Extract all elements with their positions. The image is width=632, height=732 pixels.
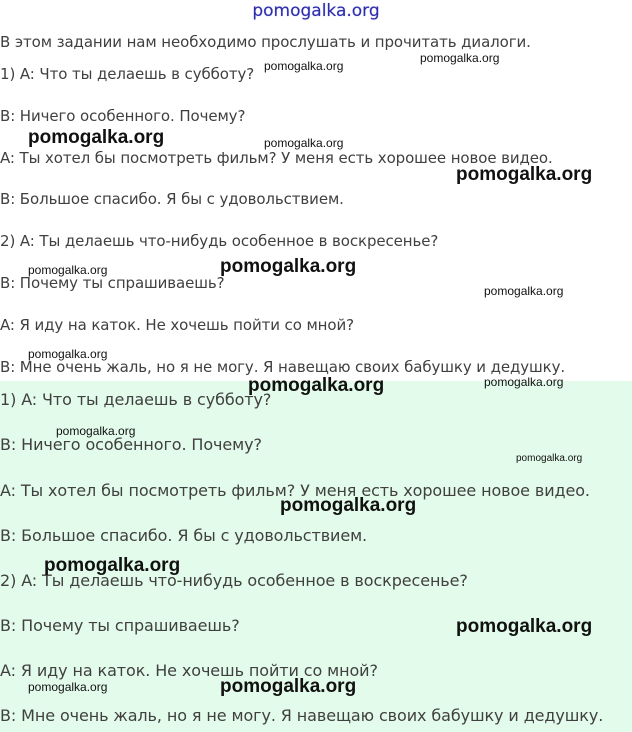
watermark: pomogalka.org	[44, 555, 181, 576]
dialogue-2-line-a2: A: Я иду на каток. Не хочешь пойти со мной?	[0, 316, 354, 334]
intro-text: В этом задании нам необходимо прослушать и прочитать диалоги.	[0, 33, 531, 51]
repeat-dialogue-1-line-b2: B: Большое спасибо. Я бы с удовольствием.	[0, 526, 368, 545]
dialogue-1-line-a2: A: Ты хотел бы посмотреть фильм? У меня есть хорошее новое видео.	[0, 149, 553, 167]
watermark: pomogalka.org	[420, 51, 500, 65]
watermark: pomogalka.org	[264, 59, 344, 73]
watermark: pomogalka.org	[28, 127, 165, 148]
header-watermark: pomogalka.org	[252, 1, 380, 21]
dialogue-1-line-b1: B: Ничего особенного. Почему?	[0, 107, 246, 125]
watermark: pomogalka.org	[456, 164, 593, 185]
dialogue-2-line-a1: 2) A: Ты делаешь что-нибудь особенное в воскресенье?	[0, 232, 439, 250]
watermark: pomogalka.org	[28, 263, 108, 277]
repeat-dialogue-1-line-a2: A: Ты хотел бы посмотреть фильм? У меня есть хорошее новое видео.	[0, 481, 590, 500]
dialogue-1-line-a1: 1) A: Что ты делаешь в субботу?	[0, 65, 255, 83]
watermark: pomogalka.org	[264, 136, 344, 150]
repeat-dialogue-2-line-b1: B: Почему ты спрашиваешь?	[0, 616, 240, 635]
watermark: pomogalka.org	[56, 424, 136, 438]
repeat-dialogue-2-line-a2: A: Я иду на каток. Не хочешь пойти со мной?	[0, 661, 378, 680]
repeat-dialogue-1-line-b1: B: Ничего особенного. Почему?	[0, 435, 262, 454]
watermark: pomogalka.org	[28, 680, 108, 694]
repeat-dialogue-2-line-b2: B: Мне очень жаль, но я не могу. Я навещаю своих бабушку и дедушку.	[0, 706, 604, 725]
dialogue-2-line-b2: B: Мне очень жаль, но я не могу. Я навещаю своих бабушку и дедушку.	[0, 358, 566, 376]
repeat-dialogue-1-line-a1: 1) A: Что ты делаешь в субботу?	[0, 390, 272, 409]
watermark: pomogalka.org	[484, 284, 564, 298]
watermark: pomogalka.org	[516, 453, 583, 464]
watermark: pomogalka.org	[220, 676, 357, 697]
watermark: pomogalka.org	[220, 256, 357, 277]
watermark: pomogalka.org	[280, 495, 417, 516]
dialogue-2-line-b1: B: Почему ты спрашиваешь?	[0, 274, 225, 292]
watermark: pomogalka.org	[456, 616, 593, 637]
watermark: pomogalka.org	[28, 347, 108, 361]
dialogue-1-line-b2: B: Большое спасибо. Я бы с удовольствием.	[0, 190, 344, 208]
watermark: pomogalka.org	[484, 375, 564, 389]
repeat-dialogue-2-line-a1: 2) A: Ты делаешь что-нибудь особенное в воскресенье?	[0, 571, 468, 590]
watermark: pomogalka.org	[248, 375, 385, 396]
